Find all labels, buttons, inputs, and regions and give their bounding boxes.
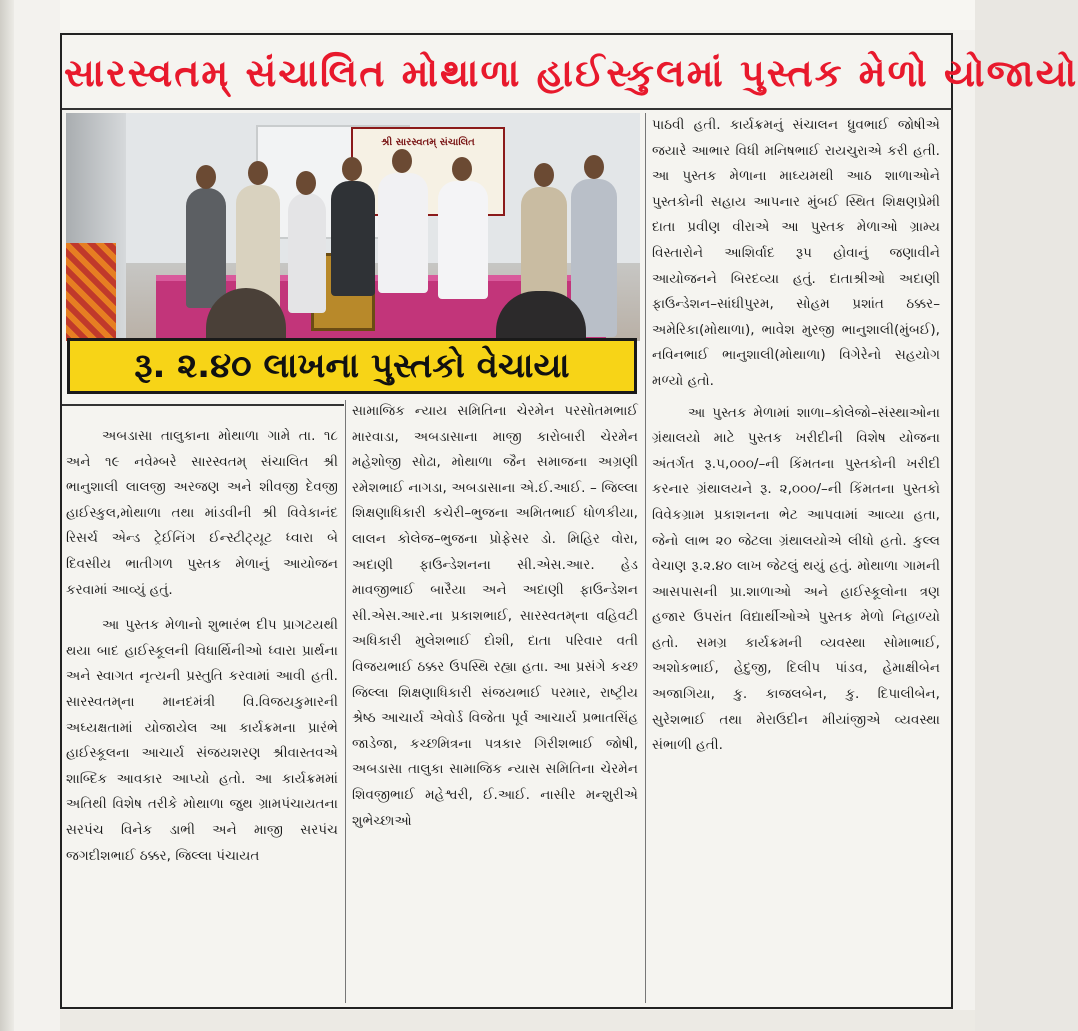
top-cropped-strip — [60, 0, 975, 30]
article-column-1 — [66, 424, 338, 869]
photo-person-head — [584, 155, 604, 179]
paragraph: આ પુસ્તક મેળાનો શુભારંભ દીપ પ્રાગટયથી થયા બાદ હાઈસ્કૂલની વિધાર્થિનીઓ ધ્વારા પ્રાર્થના અને સ્વાગત નૃત્યની પ્રસ્તુતિ કરવામાં આવી હતી. સારસ્વતમ્‌ના માનદમંત્રી વિ.વિજયકુમારની અઘ્યક્ષતામાં યોજાયેલ આ કાર્યક્રમના પ્રારંભે હાઈસ્કૂલના આચાર્ય સંજયશરણ શ્રીવાસ્તવએ શાબ્દિક આવકાર આપ્યો હતો. આ કાર્યક્રમમાં અતિથી વિશેષ તરીકે મોથાળા જુથ ગ્રામપંચાયતના સરપંચ વિનેક ડાભી અને માજી સરપંચ જગદીશભાઈ ઠક્કર, જિલ્લા પંચાયત — [66, 617, 338, 864]
subheadline-banner: રૂ. ૨.૪૦ લાખના પુસ્તકો વેચાયા — [67, 338, 637, 394]
column-rule — [62, 404, 344, 406]
column-divider — [345, 400, 346, 1003]
photo-person — [186, 188, 226, 308]
article-column-3 — [652, 113, 940, 759]
paragraph: અબડાસા તાલુકાના મોથાળા ગામે તા. ૧૮ અને ૧૯ નવેમ્બરે સારસ્વતમ્‌ સંચાલિત શ્રી ભાનુશાલી લાલજી અરજણ અને શીવજી દેવજી હાઈસ્કુલ,મોથાળા તથા માંડવીની શ્રી વિવેકાનંદ રિસર્ચ એન્ડ ટ્રેઈનિંગ ઈન્સ્ટીટ્યૂટ ધ્વારા બે દિવસીય ભાતીગળ પુસ્તક મેળાનું આયોજન કરવામાં આવ્યું હતું. — [66, 428, 338, 598]
bottom-edge — [60, 1010, 975, 1031]
photo-person-head — [392, 149, 412, 173]
photo-person — [288, 193, 326, 313]
photo-podium — [66, 243, 116, 341]
photo-person-head — [534, 163, 554, 187]
paragraph: આ પુસ્તક મેળામાં શાળા–કોલેજો–સંસ્થાઓના ગ્રંથાલયો માટે પુસ્તક ખરીદીની વિશેષ યોજના અંતર્ગત રૂ.૫,૦૦૦/–ની કિંમતના પુસ્તકોની ખરીદી કરનાર ગ્રંથાલયને રૂ. ૨,૦૦૦/–ની કિંમતના પુસ્તકો વિવેકગ્રામ પ્રકાશનના ભેટ આપવામાં આવ્યા હતા, જેનો લાભ ૨૦ જેટલા ગ્રંથાલયોએ લીધો હતો. કુલ્લ વેચાણ રૂ.૨.૪૦ લાખ જેટલું થયું હતું. મોથાળા ગામની આસપાસની પ્રા.શાળાઓ અને હાઈસ્કૂલોના ત્રણ હજાર ઉપરાંત વિદ્યાર્થીઓએ પુસ્તક મેળો નિહાળ્યો હતો. સમગ્ર કાર્યક્રમની વ્યવસ્થા સોમાભાઈ, અશોકભાઈ, હેદુજી, દિલીપ પાંડવ, હેમાક્ષીબેન અજાગિયા, કુ. કાજલબેન, કુ. દિપાલીબેન, સુરેશભાઈ તથા મેરાઉદીન મીયાંજીએ વ્યવસ્થા સંભાળી હતી. — [652, 404, 940, 754]
photo-person — [331, 181, 375, 296]
article-column-2 — [352, 399, 638, 834]
paragraph: પાઠવી હતી. કાર્યક્રમનું સંચાલન ધ્રુવભાઈ જોષીએ જયારે આભાર વિધી મનિષભાઈ રાયચુરાએ કરી હતી. આ પુસ્તક મેળાના માઘ્યમથી આઠ શાળાઓને પુસ્તકોની સહાય આપનાર મુંબઈ સ્થિત શિક્ષણપ્રેમી દાતા પ્રવીણ વીરાએ આ પુસ્તક મેળાઓ ગ્રામ્ય વિસ્તારોને આશિર્વાદ રૂપ હોવાનું જણાવીને આયોજનને બિરદવ્યા હતું. દાતાશ્રીઓ અદાણી ફાઉન્ડેશન–સાંઘીપુરમ, સોહમ પ્રશાંત ઠક્કર–અમેરિકા(મોથાળા), ભાવેશ મુરજી ભાનુશાલી(મુંબઈ), નવિનભાઈ ભાનુશાલી(મોથાળા) વિગેરેનો સહયોગ મળ્યો હતો. — [652, 117, 940, 389]
paragraph: સામાજિક ન્યાય સમિતિના ચેરમેન પરસોતમભાઈ મારવાડા, અબડાસાના માજી કારોબારી ચેરમેન મહેશોજી સોઢા, મોથાળા જૈન સમાજના અગ્રણી રમેશભાઈ નાગડા, અબડાસાના એ.ઈ.આઈ. – જિલ્લા શિક્ષણાધિકારી કચેરી–ભુજના અમિતભાઈ ધોળકીયા, લાલન કોલેજ–ભુજના પ્રોફેસર ડો. મિહિર વોરા, અદાણી ફાઉન્ડેશનના સી.એસ.આર. હેડ માવજીભાઈ બારૈયા અને અદાણી ફાઉન્ડેશન સી.એસ.આર.ના પ્રકાશભાઈ, સારસ્વતમ્‌ના વહિવટી અધિકારી મુલેશભાઈ દોશી, દાતા પરિવાર વતી વિજયભાઈ ઠક્કર ઉપસ્થિ રહ્યા હતા. આ પ્રસંગે કચ્છ જિલ્લા શિક્ષણાધિકારી સંજયભાઈ પરમાર, રાષ્ટ્રીય શ્રેષ્ઠ આચાર્ય એવોર્ડ વિજેતા પૂર્વ આચાર્ય પ્રભાતસિંહ જાડેજા, કચ્છમિત્રના પત્રકાર ગિરીશભાઈ જોષી, અબડાસા તાલુકા સામાજિક ન્યાસ સમિતિના ચેરમેન શિવજીભાઈ મહેશ્વરી, ઈ.આઈ. નાસીર મન્શુરીએ શુભેચ્છાઓ — [352, 403, 638, 829]
page-edge — [0, 0, 14, 1031]
photo-person-head — [248, 161, 268, 185]
column-divider — [645, 113, 646, 1003]
photo-person — [438, 181, 488, 299]
headline: સારસ્વતમ્‌ સંચાલિત મોથાળા હાઈસ્કુલમાં પુસ્તક મેળો યોજાયો — [64, 51, 1078, 95]
photo-person-head — [296, 171, 316, 195]
photo-person-head — [196, 165, 216, 189]
photo-person-head — [452, 157, 472, 181]
photo-person — [378, 173, 428, 293]
event-photo — [66, 113, 640, 341]
photo-banner-text: શ્રી સારસ્વતમ્ સંચાલિત — [381, 137, 475, 148]
photo-person-head — [342, 157, 362, 181]
headline-rule — [62, 108, 952, 110]
